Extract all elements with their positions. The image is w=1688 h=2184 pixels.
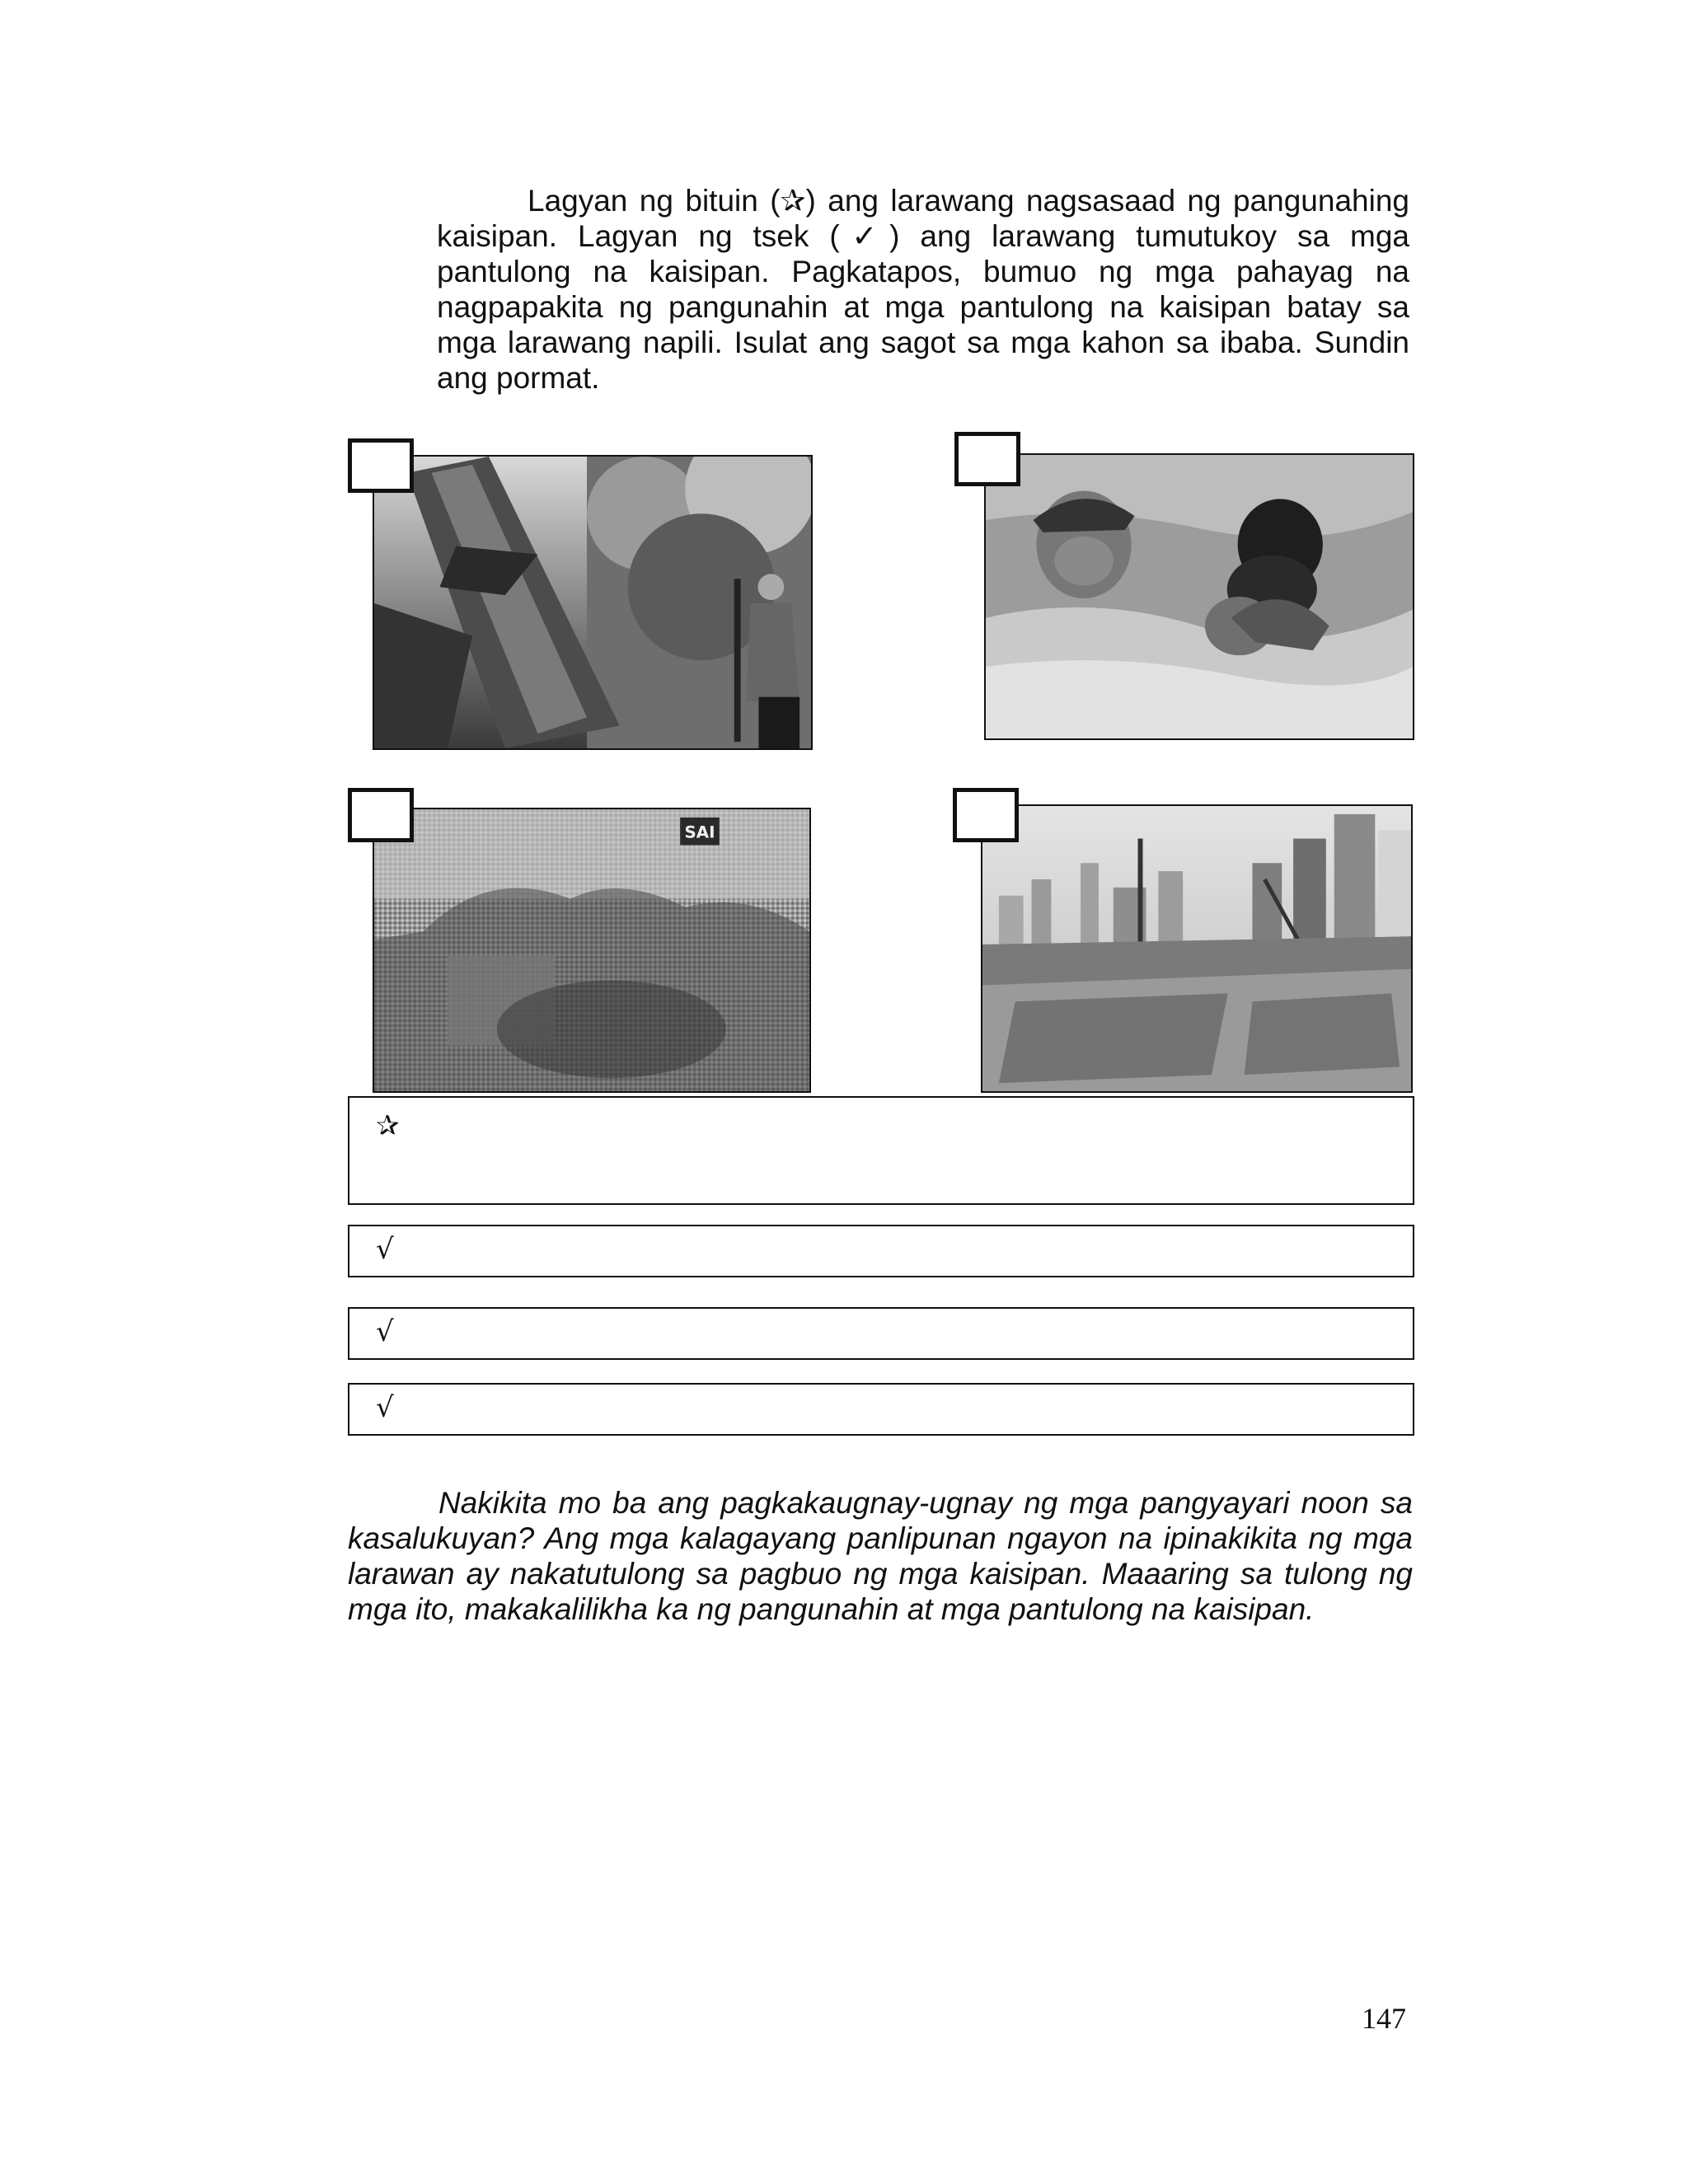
photo-garbage <box>373 808 811 1093</box>
closing-paragraph <box>348 1485 1413 1627</box>
mark-box-3[interactable] <box>348 788 414 842</box>
photo-flood <box>984 453 1414 740</box>
mark-box-1[interactable] <box>348 438 414 493</box>
mark-box-2[interactable] <box>954 432 1020 486</box>
photo-logging <box>373 455 813 750</box>
instructions-text: Lagyan ng bituin (✰) ang larawang nagsasaad ng pangunahing kaisipan. Lagyan ng tsek (✓) ang larawang tumutukoy sa mga pantulong na kaisipan. Pagkatapos, bumuo ng mga pahayag na nagpapakita ng pangunahin at mga pantulong na kaisipan batay sa mga larawang napili. Isulat ang sagot sa mga kahon sa ibaba. Sundin ang pormat. <box>437 184 1409 395</box>
construction-illustration <box>982 806 1411 1091</box>
garbage-illustration <box>374 809 809 1091</box>
page-number: 147 <box>1362 2002 1406 2035</box>
answer-box-main[interactable] <box>348 1096 1414 1205</box>
logging-illustration <box>374 457 811 748</box>
answer-box-support-3[interactable] <box>348 1383 1414 1436</box>
star-icon: ✰ <box>376 1109 400 1142</box>
photo-construction <box>981 804 1413 1093</box>
sign-text: SAI <box>684 823 715 842</box>
answer-box-support-1[interactable] <box>348 1225 1414 1277</box>
flood-illustration <box>986 455 1413 738</box>
mark-box-4[interactable] <box>953 788 1019 842</box>
answer-box-support-2[interactable] <box>348 1307 1414 1360</box>
check-icon: √ <box>376 1391 394 1424</box>
closing-text: Nakikita mo ba ang pagkakaugnay-ugnay ng mga pangyayari noon sa kasalukuyan? Ang mga kalagayang panlipunan ngayon na ipinakikita ng mga larawan ay nakatutulong sa pagbuo ng mga kaisipan. Maaaring sa tulong ng mga ito, makakalilikha ka ng pangunahin at mga pantulong na kaisipan. <box>348 1486 1413 1626</box>
instructions-paragraph <box>437 183 1409 396</box>
check-icon: √ <box>376 1233 394 1266</box>
check-icon: √ <box>376 1315 394 1348</box>
